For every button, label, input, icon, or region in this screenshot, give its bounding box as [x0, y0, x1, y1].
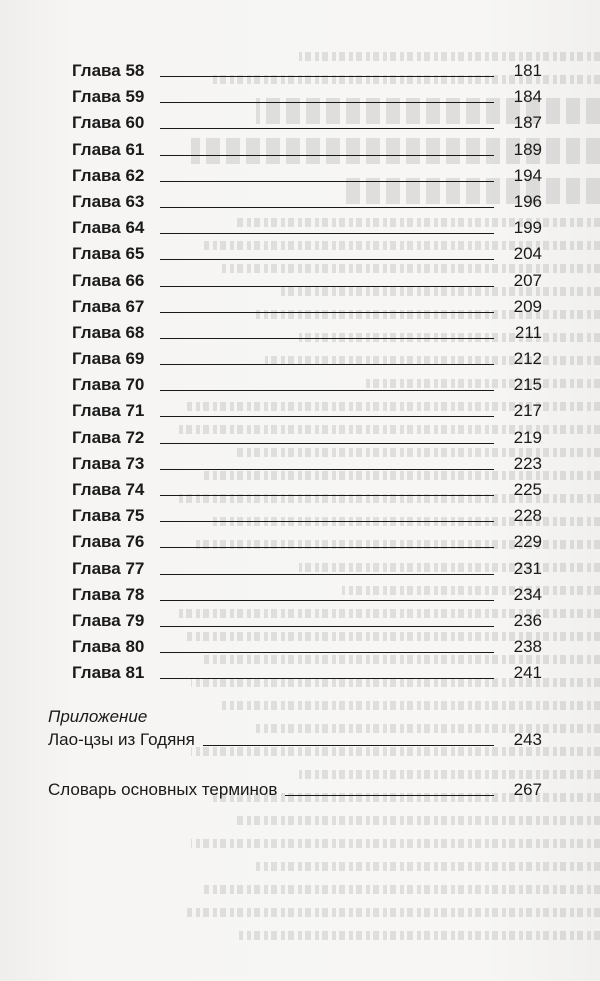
chapter-label: Глава 81 [72, 663, 145, 683]
chapter-label: Глава 65 [72, 244, 145, 264]
chapter-label: Глава 79 [72, 610, 145, 630]
toc-entry-chapter-68[interactable] [72, 320, 542, 346]
chapter-label: Глава 61 [72, 139, 145, 159]
chapter-label: Глава 78 [72, 584, 145, 604]
page-number: 267 [513, 780, 542, 799]
toc-entry-chapter-73[interactable] [72, 451, 542, 477]
chapter-label: Глава 62 [72, 165, 145, 185]
leader-line [160, 312, 494, 313]
page-number: 184 [513, 87, 542, 107]
page-number: 204 [513, 244, 542, 264]
chapter-label: Глава 59 [72, 87, 145, 107]
chapter-label: Глава 73 [72, 453, 145, 473]
chapter-label: Глава 74 [72, 480, 145, 499]
chapter-label: Глава 58 [72, 61, 145, 80]
chapter-label: Глава 63 [72, 191, 145, 211]
leader-line [160, 364, 494, 365]
appendix-section [48, 706, 542, 752]
page-number: 196 [513, 191, 542, 211]
leader-line [160, 626, 494, 627]
chapter-label: Глава 64 [72, 218, 145, 238]
leader-line [285, 795, 494, 796]
toc-entry-chapter-63[interactable] [72, 189, 542, 215]
chapter-label: Глава 60 [72, 113, 145, 133]
page-number: 207 [513, 270, 542, 290]
leader-line [160, 259, 494, 260]
page-number: 219 [513, 427, 542, 447]
toc-entry-chapter-70[interactable] [72, 372, 542, 398]
leader-line [160, 495, 494, 496]
page-number: 199 [513, 218, 542, 238]
chapter-label: Глава 71 [72, 401, 145, 421]
toc-entry-chapter-77[interactable] [72, 556, 542, 582]
page-number: 194 [513, 165, 542, 185]
page-number: 181 [513, 61, 542, 80]
table-of-contents [72, 58, 542, 687]
dictionary-title: Словарь основных терминов [48, 780, 278, 799]
chapter-label: Глава 77 [72, 558, 145, 578]
leader-line [160, 286, 494, 287]
leader-line [160, 155, 494, 156]
toc-entry-chapter-64[interactable] [72, 215, 542, 241]
leader-line [160, 652, 494, 653]
chapter-label: Глава 69 [72, 349, 145, 369]
toc-entry-chapter-78[interactable] [72, 582, 542, 608]
appendix-heading: Приложение [48, 707, 148, 726]
leader-line [160, 443, 494, 444]
toc-entry-chapter-75[interactable] [72, 503, 542, 529]
leader-line [160, 600, 494, 601]
toc-entry-chapter-69[interactable] [72, 346, 542, 372]
page-number: 209 [513, 296, 542, 316]
page-number: 189 [513, 139, 542, 159]
leader-line [160, 233, 494, 234]
page-number: 236 [513, 610, 542, 630]
leader-line [160, 547, 494, 548]
dictionary-section [48, 778, 542, 802]
leader-line [160, 207, 494, 208]
toc-entry-chapter-61[interactable] [72, 137, 542, 163]
chapter-label: Глава 67 [72, 296, 145, 316]
toc-entry-chapter-79[interactable] [72, 608, 542, 634]
chapter-label: Глава 68 [72, 322, 145, 342]
toc-entry-chapter-58[interactable] [72, 58, 542, 84]
leader-line [160, 76, 494, 77]
leader-line [160, 678, 494, 679]
leader-line [160, 416, 494, 417]
page-number: 215 [513, 375, 542, 395]
leader-line [160, 469, 494, 470]
toc-entry-chapter-65[interactable] [72, 241, 542, 267]
toc-entry-chapter-72[interactable] [72, 425, 542, 451]
chapter-label: Глава 80 [72, 637, 145, 657]
leader-line [160, 338, 494, 339]
toc-entry-chapter-71[interactable] [72, 398, 542, 424]
page-number: 238 [513, 637, 542, 657]
page-number: 231 [513, 558, 542, 578]
page-number: 229 [513, 532, 542, 552]
chapter-label: Глава 72 [72, 427, 145, 447]
toc-entry-chapter-80[interactable] [72, 634, 542, 660]
page-number: 217 [513, 401, 542, 421]
page-number: 241 [513, 663, 542, 683]
page-number: 187 [513, 113, 542, 133]
page-number: 225 [513, 480, 542, 499]
page-number: 228 [513, 506, 542, 526]
toc-entry-chapter-60[interactable] [72, 110, 542, 136]
page-number: 211 [514, 322, 542, 342]
toc-entry-chapter-66[interactable] [72, 268, 542, 294]
toc-entry-chapter-76[interactable] [72, 529, 542, 555]
toc-entry-dictionary[interactable] [48, 778, 542, 802]
toc-entry-chapter-59[interactable] [72, 84, 542, 110]
page-number: 223 [513, 453, 542, 473]
toc-entry-chapter-81[interactable] [72, 660, 542, 686]
toc-entry-chapter-62[interactable] [72, 163, 542, 189]
chapter-label: Глава 76 [72, 532, 145, 552]
leader-line [203, 745, 494, 746]
toc-entry-appendix[interactable] [48, 728, 542, 752]
leader-line [160, 521, 494, 522]
chapter-label: Глава 70 [72, 375, 145, 395]
leader-line [160, 128, 494, 129]
toc-entry-chapter-67[interactable] [72, 294, 542, 320]
chapter-label: Глава 66 [72, 270, 145, 290]
leader-line [160, 390, 494, 391]
chapter-label: Глава 75 [72, 506, 145, 526]
leader-line [160, 574, 494, 575]
page-number: 234 [513, 584, 542, 604]
appendix-title: Лао-цзы из Годяня [48, 730, 195, 749]
toc-entry-chapter-74[interactable] [72, 477, 542, 503]
page-number: 212 [513, 349, 542, 369]
leader-line [160, 102, 494, 103]
leader-line [160, 181, 494, 182]
page-number: 243 [513, 730, 542, 749]
